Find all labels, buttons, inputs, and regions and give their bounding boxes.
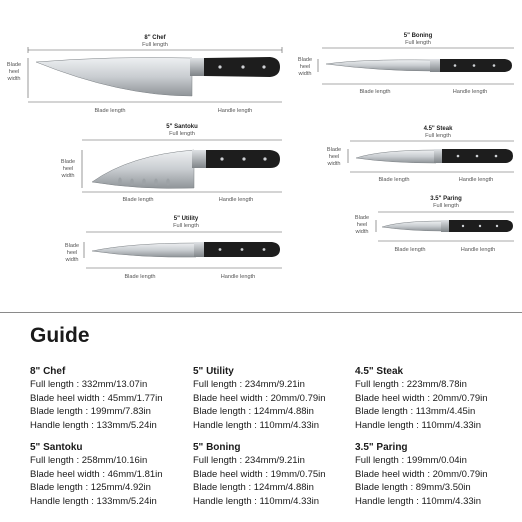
guide-spec-line: Blade length : 199mm/7.83in — [30, 406, 151, 418]
guide-spec-line: Blade heel width : 20mm/0.79in — [193, 392, 326, 404]
guide-spec-line: Blade length : 125mm/4.92in — [30, 482, 151, 494]
blade — [36, 58, 192, 97]
guide-spec-line: Blade heel width : 20mm/0.79in — [355, 392, 488, 404]
guide-entry-boning — [193, 441, 326, 509]
guide-entry-paring — [355, 441, 488, 509]
knife-title: 5" Santoku — [166, 124, 198, 130]
guide-entry-name: 5" Boning — [193, 441, 241, 453]
guide-spec-line: Full length : 234mm/9.21in — [193, 454, 305, 466]
knife-boning — [297, 33, 514, 95]
guide-column — [30, 365, 163, 517]
svg-text:width: width — [7, 76, 21, 82]
knife-title: 3.5" Paring — [430, 196, 462, 202]
blade — [326, 60, 432, 71]
guide-entry-utility — [193, 365, 326, 433]
guide-spec-line: Blade length : 113mm/4.45in — [355, 406, 476, 418]
svg-text:Blade length: Blade length — [122, 197, 154, 203]
guide-entry-name: 5" Utility — [193, 366, 234, 377]
svg-text:Handle length: Handle length — [217, 108, 253, 114]
granton-edge — [118, 178, 122, 185]
guide-entry-chef — [30, 365, 163, 433]
svg-text:Handle length: Handle length — [452, 89, 488, 95]
knife-title: 5" Utility — [173, 216, 199, 222]
svg-text:width: width — [298, 71, 312, 77]
guide-spec-line: Handle length : 110mm/4.33in — [355, 495, 482, 507]
guide-entry-santoku — [30, 441, 163, 509]
svg-text:width: width — [65, 257, 79, 263]
svg-text:Blade: Blade — [64, 243, 80, 249]
full-length-label: Full length — [142, 42, 168, 48]
svg-text:Full length: Full length — [169, 131, 195, 137]
svg-text:Blade length: Blade length — [94, 108, 126, 114]
svg-text:Blade length: Blade length — [394, 247, 426, 253]
guide-spec-line: Blade heel width : 46mm/1.81in — [30, 468, 163, 480]
guide-spec-line: Full length : 223mm/8.78in — [355, 379, 467, 390]
guide-spec-line: Blade heel width : 20mm/0.79in — [355, 468, 488, 480]
guide-spec-line: Handle length : 110mm/4.33in — [355, 420, 482, 432]
knife-santoku — [60, 124, 282, 203]
svg-text:Blade length: Blade length — [359, 89, 391, 95]
bolster — [441, 220, 449, 232]
section-divider — [0, 312, 522, 313]
svg-text:Full length: Full length — [425, 133, 451, 139]
blade — [92, 243, 196, 257]
svg-text:heel: heel — [66, 250, 78, 256]
guide-spec-line: Full length : 332mm/13.07in — [30, 379, 148, 390]
knife-paring — [354, 196, 514, 253]
svg-text:width: width — [327, 161, 341, 167]
bolster — [434, 149, 442, 163]
knife-title: 8" Chef — [144, 35, 166, 41]
guide-spec-line: Full length : 258mm/10.16in — [30, 454, 148, 466]
bolster — [190, 58, 204, 76]
guide-spec-line: Handle length : 133mm/5.24in — [30, 420, 157, 432]
svg-text:width: width — [61, 173, 75, 179]
guide-column — [355, 365, 488, 517]
guide-spec-line: Handle length : 110mm/4.33in — [193, 420, 320, 432]
rivet — [218, 65, 221, 68]
rivet — [262, 65, 265, 68]
guide-entry-name: 8" Chef — [30, 366, 66, 377]
knife-chef — [6, 35, 282, 114]
svg-text:Handle length: Handle length — [218, 197, 254, 203]
svg-text:Blade length: Blade length — [378, 177, 410, 183]
svg-text:Blade: Blade — [354, 215, 370, 221]
guide-entry-name: 4.5" Steak — [355, 366, 404, 377]
guide-entry-steak — [355, 365, 488, 433]
svg-text:heel: heel — [356, 222, 368, 228]
knife-title: 5" Boning — [403, 33, 433, 39]
guide-spec-line: Blade length : 124mm/4.88in — [193, 482, 314, 494]
guide-spec-line: Handle length : 133mm/5.24in — [30, 495, 157, 507]
svg-text:Blade: Blade — [326, 147, 342, 153]
svg-text:Full length: Full length — [433, 203, 459, 209]
guide-spec-line: Blade heel width : 19mm/0.75in — [193, 468, 326, 480]
knife-title: 4.5" Steak — [423, 126, 453, 132]
bolster — [194, 242, 204, 257]
guide-spec-line: Blade heel width : 45mm/1.77in — [30, 392, 163, 404]
guide-entry-name: 5" Santoku — [30, 441, 83, 453]
guide-column — [193, 365, 326, 517]
svg-text:heel: heel — [62, 166, 74, 172]
svg-text:heel: heel — [8, 69, 20, 75]
guide-spec-line: Handle length : 110mm/4.33in — [193, 495, 320, 507]
svg-text:Handle length: Handle length — [460, 247, 496, 253]
guide-spec-line: Blade length : 124mm/4.88in — [193, 406, 314, 418]
svg-text:Blade: Blade — [297, 57, 313, 63]
svg-text:heel: heel — [328, 154, 340, 160]
svg-text:heel: heel — [299, 64, 311, 70]
svg-text:Blade: Blade — [6, 62, 22, 68]
handle — [440, 59, 512, 72]
knife-utility — [64, 216, 282, 280]
bolster — [430, 59, 440, 72]
guide-spec-line: Full length : 234mm/9.21in — [193, 379, 305, 390]
svg-text:Handle length: Handle length — [458, 177, 494, 183]
svg-text:Full length: Full length — [405, 40, 431, 46]
rivet — [241, 65, 244, 68]
guide-title: Guide — [30, 324, 90, 347]
svg-text:Blade length: Blade length — [124, 274, 156, 280]
svg-text:Full length: Full length — [173, 223, 199, 229]
svg-text:Handle length: Handle length — [220, 274, 256, 280]
svg-text:Blade: Blade — [60, 159, 76, 165]
bolster — [192, 150, 206, 168]
guide-entry-name: 3.5" Paring — [355, 441, 408, 453]
blade — [356, 150, 436, 163]
guide-spec-line: Full length : 199mm/0.04in — [355, 454, 467, 466]
knife-steak — [326, 126, 514, 183]
blade — [382, 221, 443, 231]
guide-spec-line: Blade length : 89mm/3.50in — [355, 482, 471, 494]
svg-text:width: width — [355, 229, 369, 235]
